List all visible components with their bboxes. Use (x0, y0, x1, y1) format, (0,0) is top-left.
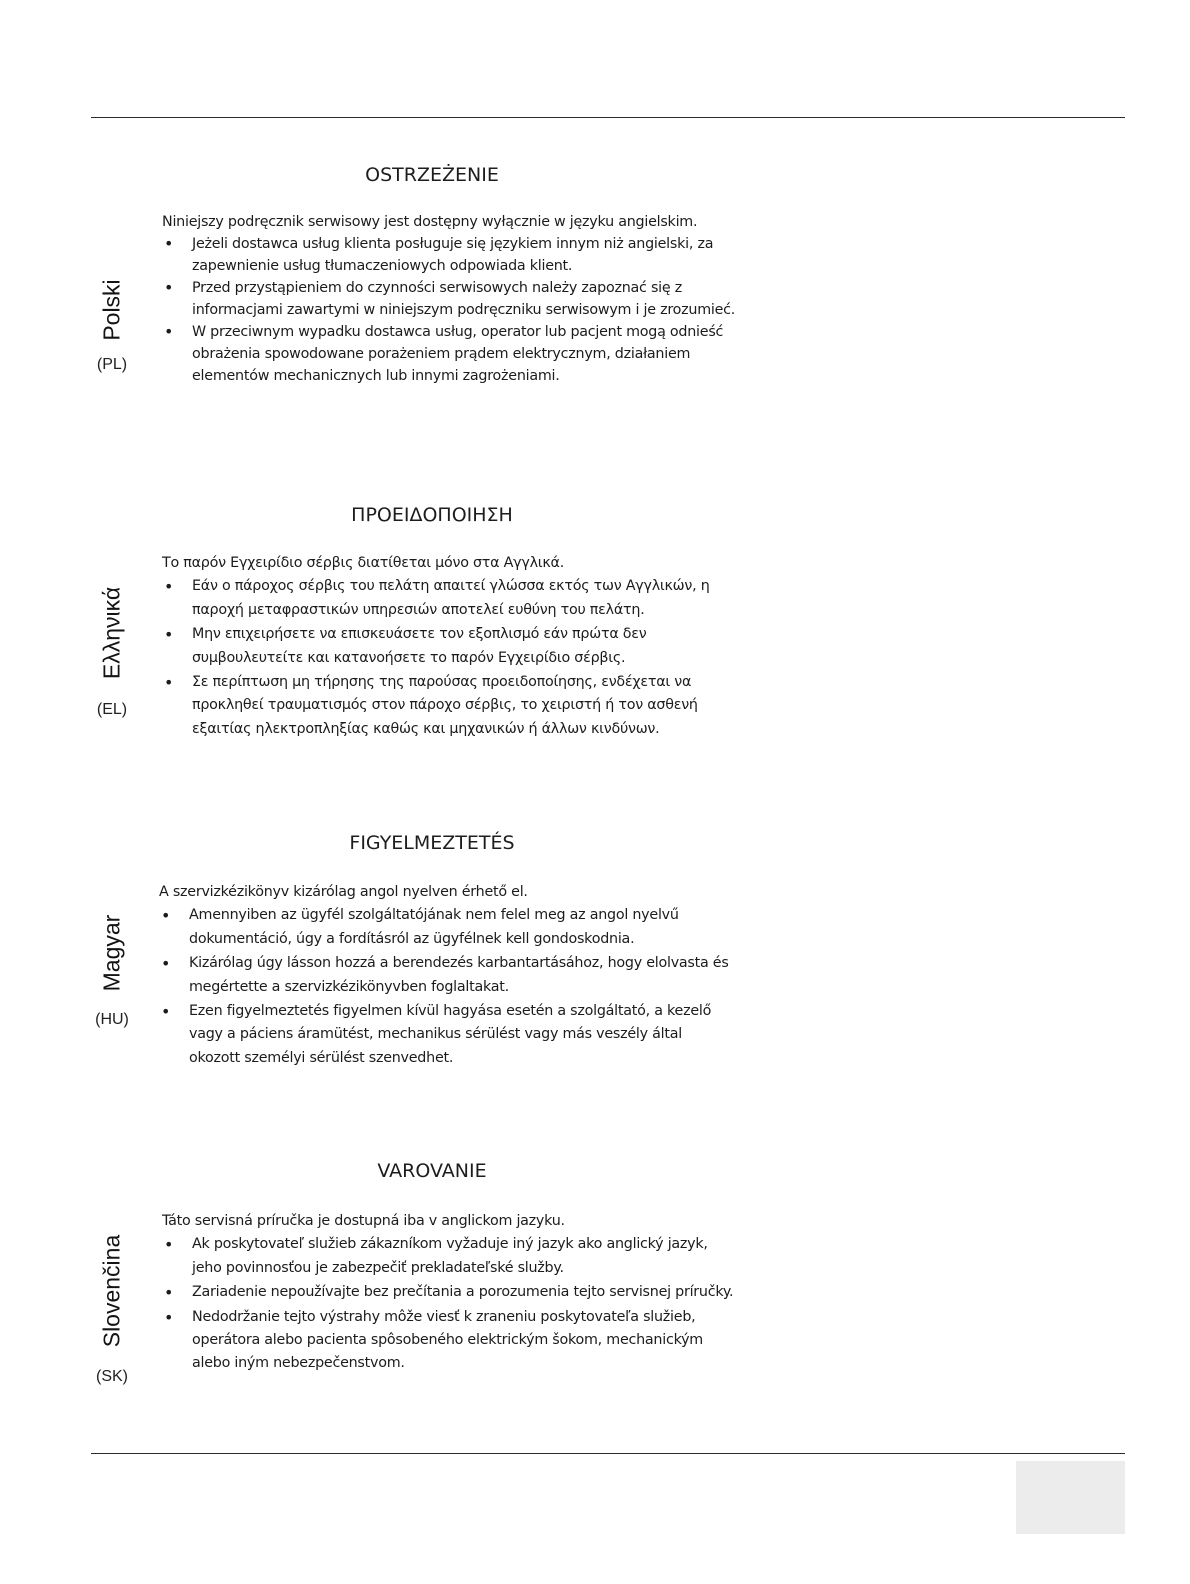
warning-list (162, 233, 737, 387)
language-sidebar (92, 900, 132, 1029)
warning-list (159, 904, 734, 1070)
warning-title: VAROVANIE (377, 1160, 487, 1182)
list-item: • W przeciwnym wypadku dostawca usług, operator lub pacjent mogą odnieść obrażenia spowodowane porażeniem prądem elektrycznym, działaniem elementów mechanicznych lub innymi zagrożeniami. (162, 321, 737, 387)
warning-intro: Το παρόν Εγχειρίδιο σέρβις διατίθεται μόνο στα Αγγλικά. (162, 555, 565, 571)
warning-body (162, 211, 737, 387)
list-item: • Μην επιχειρήσετε να επισκευάσετε τον εξοπλισμό εάν πρώτα δεν συμβουλευτείτε και κατανοήσετε το παρόν Εγχειρίδιο σέρβις. (162, 623, 737, 670)
warning-title: FIGYELMEZTETÉS (349, 832, 515, 854)
list-item: • Amennyiben az ügyfél szolgáltatójának nem felel meg az angol nyelvű dokumentáció, úgy a fordításról az ügyfélnek kell gondoskodnia. (159, 904, 734, 951)
warning-section-sk (92, 1158, 732, 1408)
warning-intro: Niniejszy podręcznik serwisowy jest dostępny wyłącznie w języku angielskim. (162, 214, 698, 230)
page-number-box (1016, 1461, 1125, 1534)
language-sidebar (92, 270, 132, 374)
warning-section-el (92, 500, 732, 740)
warning-body (159, 881, 734, 1071)
language-code: (EL) (96, 701, 128, 718)
warning-section-hu (92, 830, 732, 1075)
language-label: Magyar (98, 914, 125, 991)
list-item: • Kizárólag úgy lásson hozzá a berendezés karbantartásához, hogy elolvasta és megértette a szervizkézikönyvben foglaltakat. (159, 952, 734, 999)
language-sidebar (92, 570, 132, 719)
language-code: (HU) (95, 1011, 129, 1028)
language-sidebar (92, 1220, 132, 1386)
language-code: (PL) (96, 356, 128, 373)
warning-list (162, 1233, 737, 1375)
list-item: • Ak poskytovateľ služieb zákazníkom vyžaduje iný jazyk ako anglický jazyk, jeho povinnosťou je zabezpečiť prekladateľské služby. (162, 1233, 737, 1280)
language-label: Ελληνικά (98, 586, 125, 679)
list-item: • Zariadenie nepoužívajte bez prečítania a porozumenia tejto servisnej príručky. (162, 1281, 737, 1304)
language-label: Polski (98, 279, 125, 341)
warning-title: OSTRZEŻENIE (365, 164, 499, 186)
warning-body (162, 552, 737, 742)
list-item: • Jeżeli dostawca usług klienta posługuje się językiem innym niż angielski, za zapewnienie usług tłumaczeniowych odpowiada klient. (162, 233, 737, 277)
warning-intro: Táto servisná príručka je dostupná iba v anglickom jazyku. (162, 1213, 565, 1229)
warning-body (162, 1210, 737, 1377)
warning-section-pl (92, 160, 736, 420)
language-code: (SK) (96, 1368, 128, 1385)
list-item: • Nedodržanie tejto výstrahy môže viesť k zraneniu poskytovateľa služieb, operátora alebo pacienta spôsobeného elektrickým šokom, mechanickým alebo iným nebezpečenstvom. (162, 1306, 737, 1376)
list-item: • Εάν ο πάροχος σέρβις του πελάτη απαιτεί γλώσσα εκτός των Αγγλικών, η παροχή μεταφραστικών υπηρεσιών αποτελεί ευθύνη του πελάτη. (162, 575, 737, 622)
list-item: • Przed przystąpieniem do czynności serwisowych należy zapoznać się z informacjami zawartymi w niniejszym podręczniku serwisowym i je zrozumieć. (162, 277, 737, 321)
footer-rule (91, 1453, 1125, 1454)
language-label: Slovenčina (98, 1234, 125, 1348)
warning-title: ΠΡΟΕΙΔΟΠΟΙΗΣΗ (351, 504, 513, 526)
header-rule (91, 117, 1125, 118)
list-item: • Ezen figyelmeztetés figyelmen kívül hagyása esetén a szolgáltató, a kezelő vagy a páciens áramütést, mechanikus sérülést vagy más veszély által okozott személyi sérülést szenvedhet. (159, 1000, 734, 1070)
list-item: • Σε περίπτωση μη τήρησης της παρούσας προειδοποίησης, ενδέχεται να προκληθεί τραυματισμός στον πάροχο σέρβις, το χειριστή ή τον ασθενή εξαιτίας ηλεκτροπληξίας καθώς και μηχανικών ή άλλων κινδύνων. (162, 671, 737, 741)
warning-list (162, 575, 737, 741)
warning-intro: A szervizkézikönyv kizárólag angol nyelven érhető el. (159, 884, 528, 900)
